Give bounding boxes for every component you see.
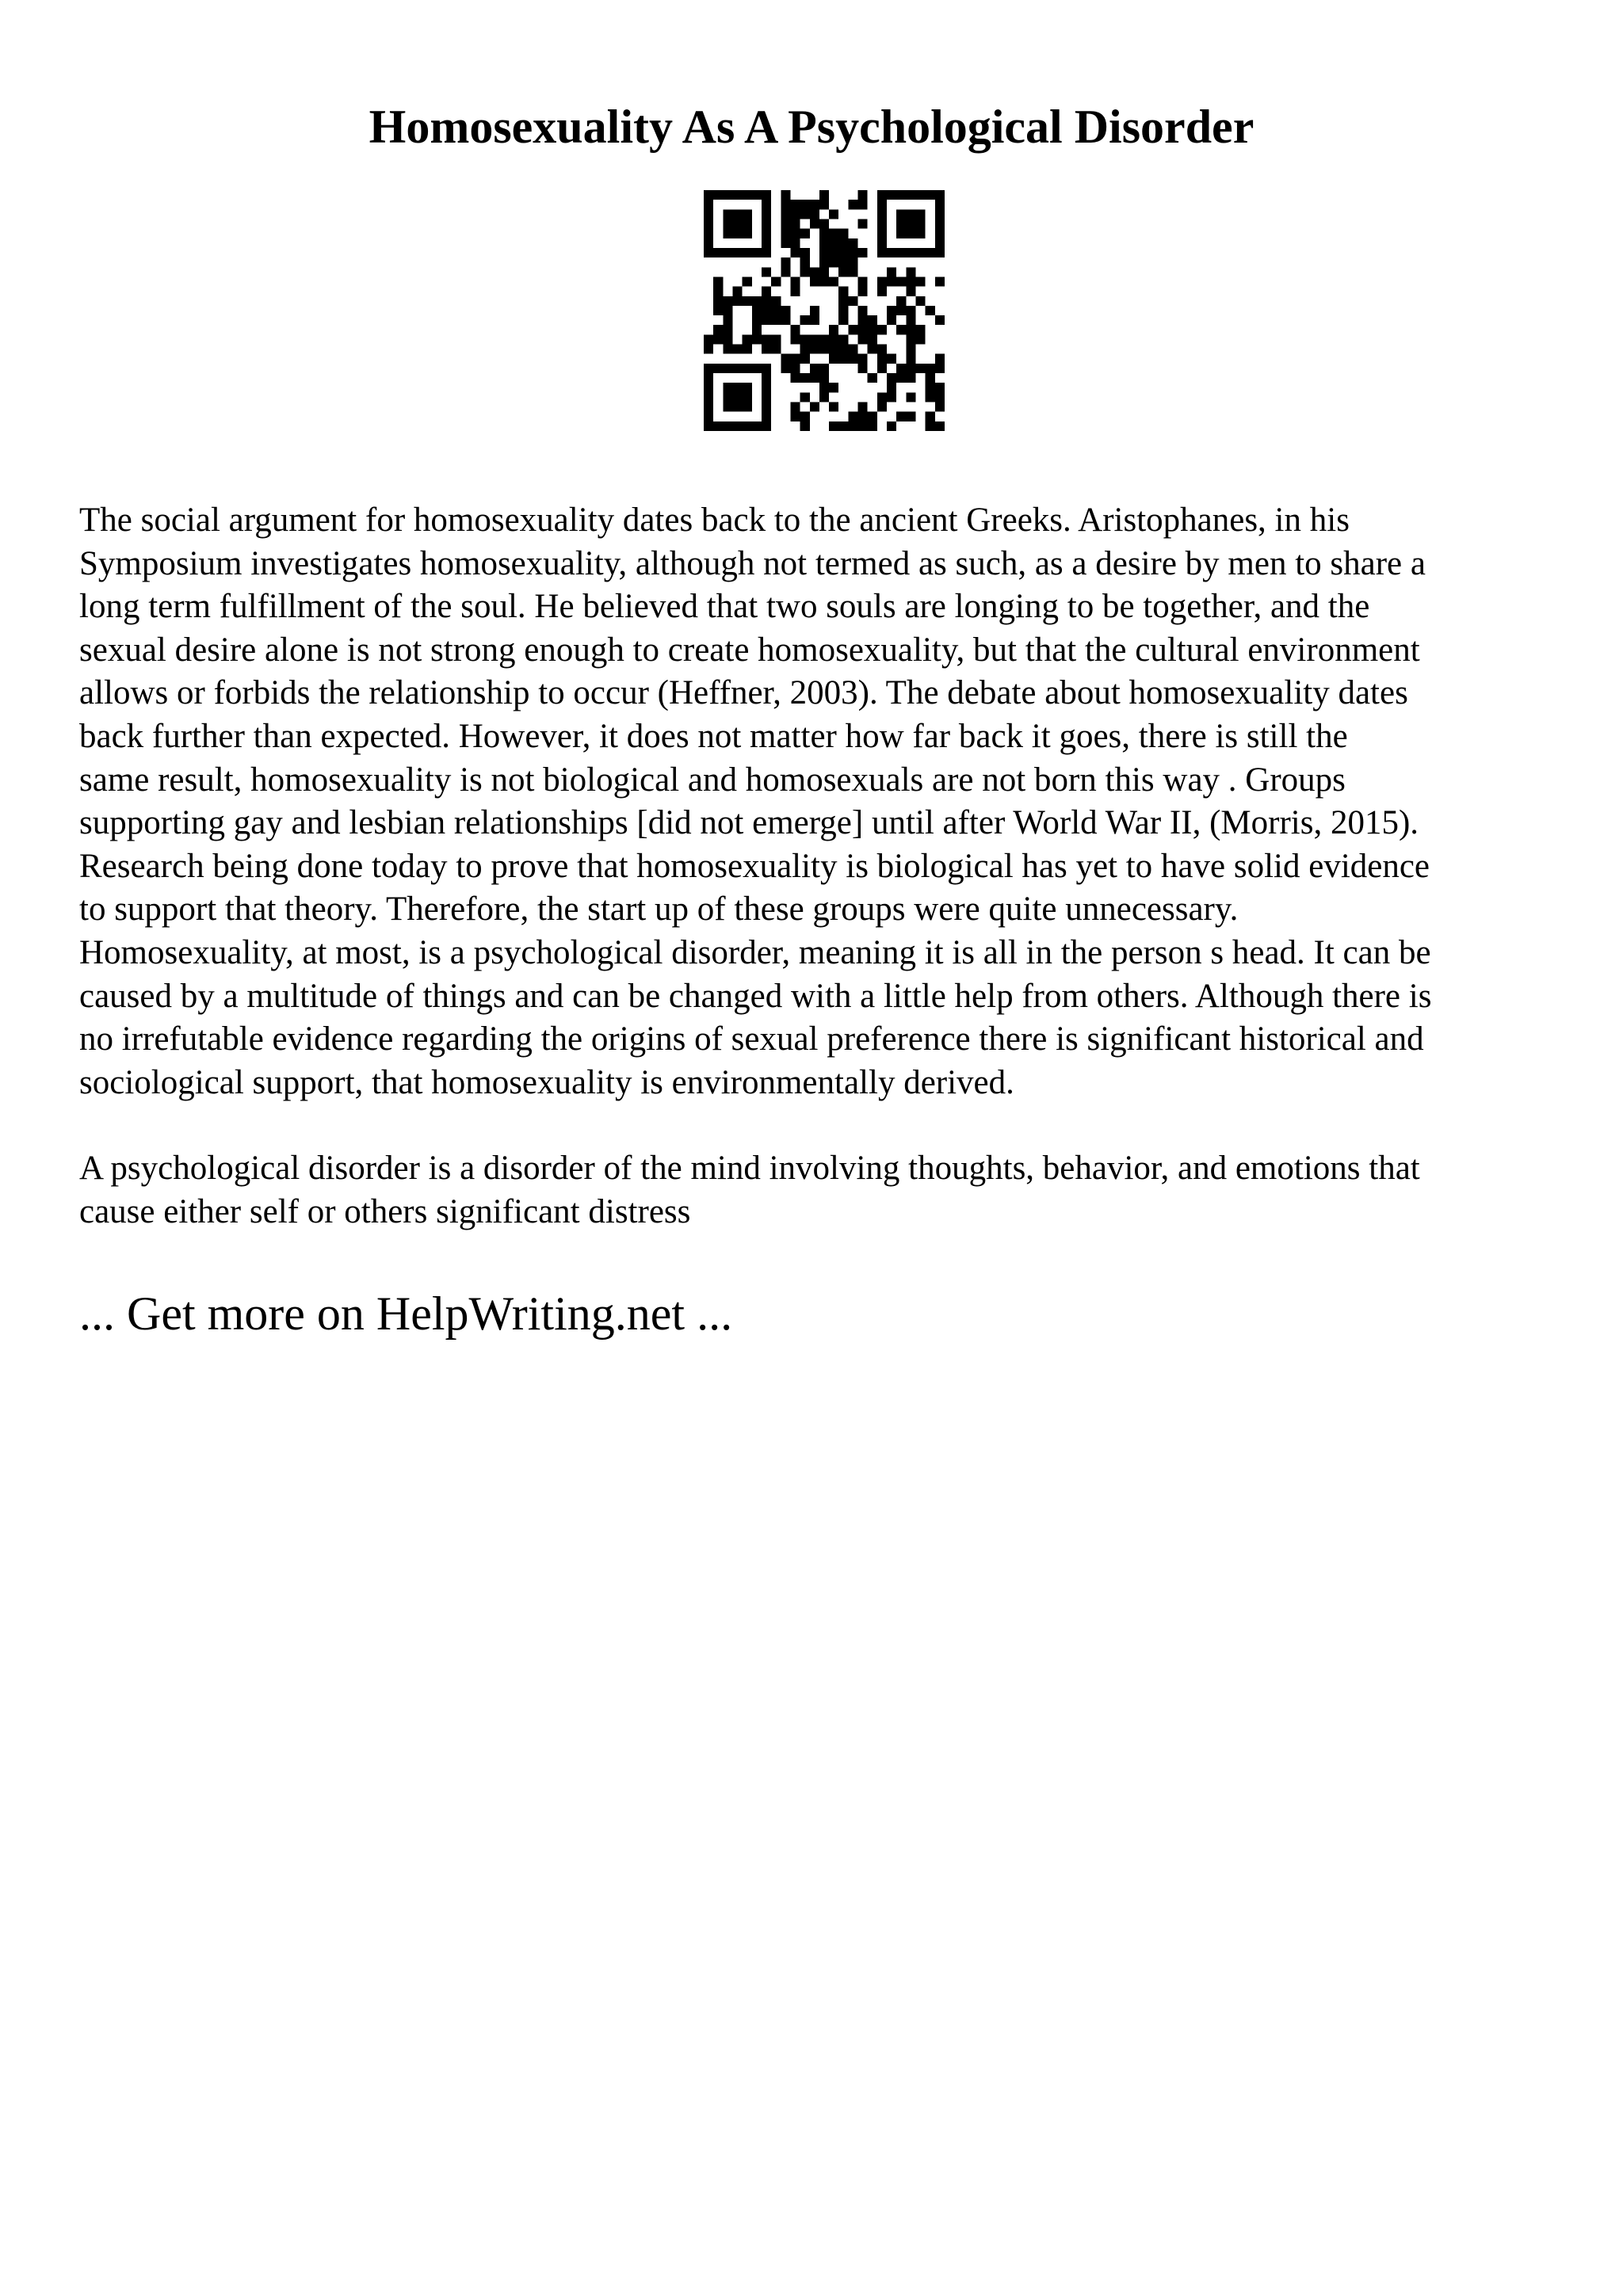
- paragraph-line: allows or forbids the relationship to occur (Heffner, 2003). The debate about homosexuality dates: [79, 674, 1408, 712]
- paragraph-line: no irrefutable evidence regarding the origins of sexual preference there is significant historical and: [79, 1020, 1424, 1058]
- paragraph-line: sexual desire alone is not strong enough to create homosexuality, but that the cultural environment: [79, 631, 1420, 669]
- document-title: Homosexuality As A Psychological Disorder: [369, 101, 1254, 153]
- paragraph-line: long term fulfillment of the soul. He believed that two souls are longing to be together, and the: [79, 588, 1370, 626]
- paragraph-line: A psychological disorder is a disorder of the mind involving thoughts, behavior, and emotions that: [79, 1150, 1420, 1187]
- paragraph-line: to support that theory. Therefore, the start up of these groups were quite unnecessary.: [79, 891, 1239, 929]
- paragraph-line: The social argument for homosexuality dates back to the ancient Greeks. Aristophanes, in his: [79, 502, 1350, 539]
- paragraph-line: caused by a multitude of things and can be changed with a little help from others. Although there is: [79, 977, 1432, 1015]
- paragraph-line: back further than expected. However, it does not matter how far back it goes, there is still the: [79, 717, 1348, 755]
- paragraph-line: Research being done today to prove that homosexuality is biological has yet to have solid evidence: [79, 847, 1430, 885]
- qr-code[interactable]: [704, 190, 945, 431]
- paragraph-line: supporting gay and lesbian relationships [did not emerge] until after World War II, (Morris, 2015).: [79, 804, 1419, 842]
- paragraph-line: Symposium investigates homosexuality, although not termed as such, as a desire by men to share a: [79, 544, 1426, 582]
- paragraph-line: Homosexuality, at most, is a psychological disorder, meaning it is all in the person s head. It can be: [79, 933, 1431, 971]
- paragraph-1: [79, 499, 1569, 1104]
- get-more-link[interactable]: ... Get more on HelpWriting.net ...: [79, 1287, 733, 1340]
- paragraph-line: same result, homosexuality is not biological and homosexuals are not born this way . Groups: [79, 761, 1346, 799]
- paragraph-line: cause either self or others significant distress: [79, 1192, 691, 1230]
- paragraph-line: sociological support, that homosexuality is environmentally derived.: [79, 1063, 1014, 1101]
- qr-code-image: [704, 190, 945, 431]
- paragraph-2: [79, 1147, 1569, 1234]
